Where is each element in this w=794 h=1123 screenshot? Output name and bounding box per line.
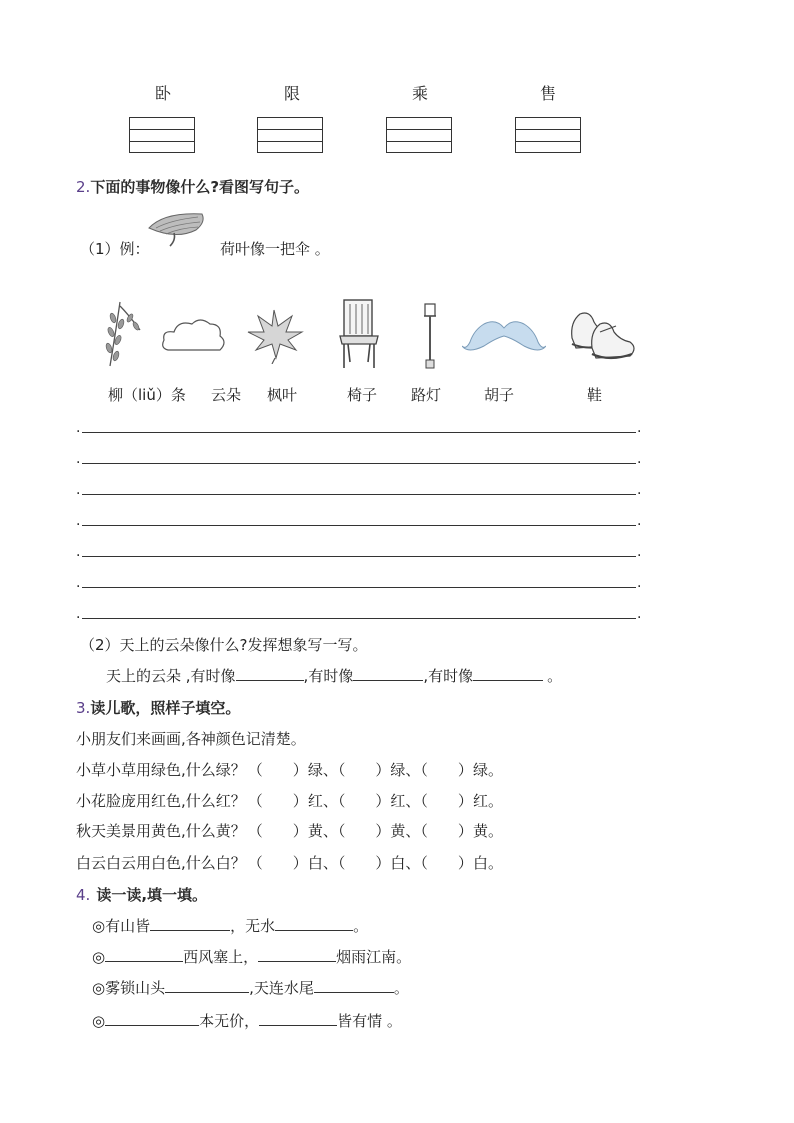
blank[interactable] — [236, 665, 304, 681]
blank[interactable] — [263, 853, 293, 868]
color-row-prefix: 秋天美景用黄色,什么黄？ — [76, 822, 246, 840]
section3-title: 读儿歌，照样子填空。 — [90, 699, 241, 717]
blank[interactable] — [105, 946, 183, 962]
label-shoes: 鞋 — [587, 386, 603, 404]
bullet-mark: ◎ — [92, 1012, 106, 1030]
section2-number: 2. — [76, 178, 91, 196]
section4-number: 4. — [76, 886, 91, 904]
fill-line-2: ◎ 西风塞上， 烟雨江南。 — [92, 948, 412, 966]
writing-grid-2[interactable] — [257, 117, 323, 153]
sub2-text-4: 。 — [547, 667, 563, 685]
blank[interactable] — [473, 665, 543, 681]
blank[interactable] — [345, 791, 375, 806]
blank[interactable] — [258, 946, 336, 962]
blank[interactable] — [428, 760, 458, 775]
writing-line[interactable] — [82, 525, 636, 526]
char-2: 限 — [284, 84, 301, 103]
sub2-text-2: ,有时像 — [303, 667, 354, 685]
writing-grid-3[interactable] — [386, 117, 452, 153]
writing-line[interactable] — [82, 556, 636, 557]
label-street-lamp: 路灯 — [411, 386, 442, 404]
blank[interactable] — [259, 1010, 337, 1026]
char-3: 乘 — [412, 84, 429, 103]
fill-line-4: ◎ 本无价， 皆有情 。 — [92, 1012, 402, 1030]
char-1: 卧 — [155, 84, 172, 103]
color-row: 小草小草用绿色,什么绿？ （ ）绿、（ ）绿、（ ）绿。 — [76, 761, 503, 779]
section4-title: 读一读,填一填。 — [96, 886, 208, 904]
bullet-mark: ◎ — [92, 948, 106, 966]
label-cloud: 云朵 — [211, 386, 242, 404]
blank[interactable] — [345, 821, 375, 836]
label-mustache: 胡子 — [484, 386, 515, 404]
willow-branch-icon — [100, 300, 146, 370]
section2-title: 下面的事物像什么?看图写句子。 — [90, 178, 310, 196]
sub2-text-3: ,有时像 — [423, 667, 474, 685]
example-label: （1）例： — [80, 240, 150, 258]
sub2-prompt: （2）天上的云朵像什么?发挥想象写一写。 — [80, 636, 368, 654]
writing-grid-1[interactable] — [129, 117, 195, 153]
blank[interactable] — [275, 915, 353, 931]
blank[interactable] — [428, 791, 458, 806]
blank[interactable] — [345, 853, 375, 868]
section4-heading — [76, 884, 207, 905]
color-row: 秋天美景用黄色,什么黄？ （ ）黄、（ ）黄、（ ）黄。 — [76, 822, 503, 840]
sub2-sentence — [106, 665, 562, 686]
color-row: 小花脸庞用红色,什么红？ （ ）红、（ ）红、（ ）红。 — [76, 792, 503, 810]
writing-line[interactable] — [82, 494, 636, 495]
lotus-leaf-umbrella-icon — [146, 206, 208, 248]
color-row-prefix: 小草小草用绿色,什么绿？ — [76, 761, 246, 779]
example-sentence: 荷叶像一把伞 。 — [220, 240, 330, 258]
blank[interactable] — [150, 915, 230, 931]
chair-icon — [336, 298, 384, 370]
blank[interactable] — [263, 760, 293, 775]
shoes-icon — [566, 304, 642, 364]
cloud-icon — [160, 316, 228, 356]
writing-line[interactable] — [82, 432, 636, 433]
blank[interactable] — [314, 977, 394, 993]
mustache-icon — [462, 318, 546, 354]
char-4: 售 — [540, 84, 557, 103]
section3-heading — [76, 697, 240, 718]
color-row-prefix: 白云白云用白色,什么白？ — [76, 854, 246, 872]
section3-number: 3. — [76, 699, 91, 717]
writing-line[interactable] — [82, 463, 636, 464]
label-maple-leaf: 枫叶 — [267, 386, 298, 404]
bullet-mark: ◎ — [92, 917, 106, 935]
blank[interactable] — [165, 977, 249, 993]
street-lamp-icon — [420, 302, 440, 370]
fill-line-1: ◎有山皆 ，无水 。 — [92, 917, 369, 935]
writing-line[interactable] — [82, 618, 636, 619]
label-chair: 椅子 — [347, 386, 378, 404]
section3-intro: 小朋友们来画画,各神颜色记清楚。 — [76, 730, 306, 748]
maple-leaf-icon — [246, 308, 304, 364]
blank[interactable] — [105, 1010, 199, 1026]
color-row-prefix: 小花脸庞用红色,什么红？ — [76, 792, 246, 810]
blank[interactable] — [353, 665, 423, 681]
blank[interactable] — [428, 853, 458, 868]
blank[interactable] — [345, 760, 375, 775]
blank[interactable] — [263, 821, 293, 836]
writing-line[interactable] — [82, 587, 636, 588]
writing-grid-4[interactable] — [515, 117, 581, 153]
blank[interactable] — [428, 821, 458, 836]
blank[interactable] — [263, 791, 293, 806]
label-willow: 柳（liǔ）条 — [108, 386, 186, 404]
sub2-text-1: 天上的云朵 ,有时像 — [106, 667, 236, 685]
bullet-mark: ◎ — [92, 979, 106, 997]
color-row: 白云白云用白色,什么白？ （ ）白、（ ）白、（ ）白。 — [76, 854, 503, 872]
fill-line-3: ◎雾锁山头 ,天连水尾 。 — [92, 979, 409, 997]
section2-heading — [76, 176, 309, 197]
